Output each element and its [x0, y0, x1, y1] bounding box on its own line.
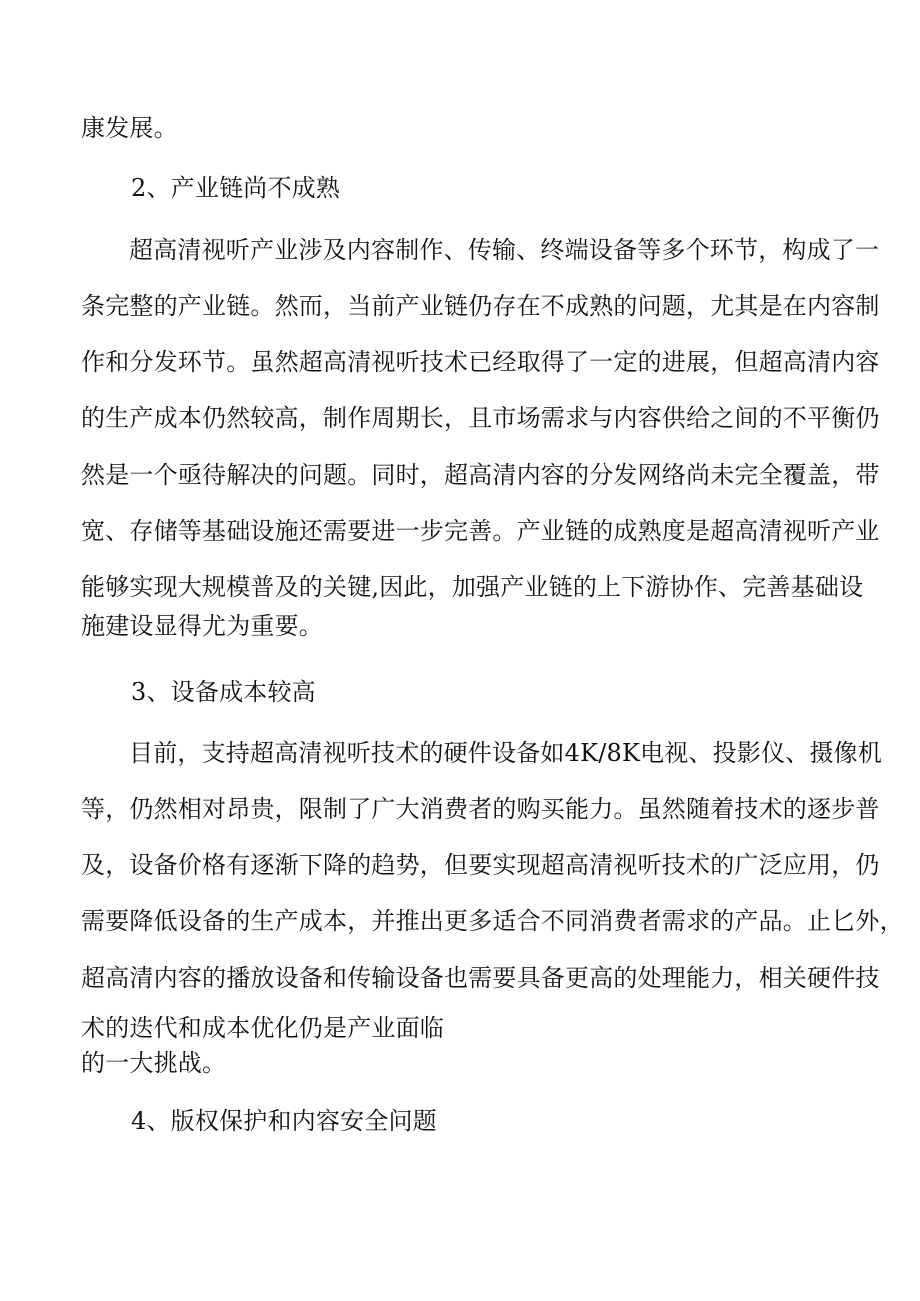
paragraph-line: 作和分发环节。虽然超高清视听技术已经取得了一定的进展，但超高清内容: [81, 348, 880, 376]
paragraph-line: 能够实现大规模普及的关键,因此，加强产业链的上下游协作、完善基础设: [81, 573, 864, 601]
paragraph-line: 宽、存储等基础设施还需要进一步完善。产业链的成熟度是超高清视听产业: [81, 517, 880, 545]
paragraph-line: 超高清视听产业涉及内容制作、传输、终端设备等多个环节，构成了一: [129, 236, 880, 264]
paragraph-line: 需要降低设备的生产成本，并推出更多适合不同消费者需求的产品。止匕外，: [81, 907, 904, 935]
paragraph-line: 的一大挑战。: [81, 1049, 227, 1077]
paragraph-line: 然是一个亟待解决的问题。同时，超高清内容的分发网络尚未完全覆盖，带: [81, 461, 880, 489]
paragraph-line: 及，设备价格有逐渐下降的趋势，但要实现超高清视听技术的广泛应用，仍: [81, 851, 880, 879]
paragraph-line: 超高清内容的播放设备和传输设备也需要具备更高的处理能力，相关硬件技: [81, 964, 880, 992]
section-heading: 4、版权保护和内容安全问题: [131, 1107, 437, 1135]
paragraph-line: 目前，支持超高清视听技术的硬件设备如4K/8K电视、投影仪、摄像机: [129, 739, 883, 767]
section-heading: 3、设备成本较高: [131, 678, 316, 706]
paragraph-line: 施建设显得尤为重要。: [81, 612, 323, 640]
paragraph-line: 的生产成本仍然较高，制作周期长，且市场需求与内容供给之间的不平衡仍: [81, 404, 880, 432]
paragraph-line: 康发展。: [81, 114, 178, 142]
paragraph-line: 条完整的产业链。然而，当前产业链仍存在不成熟的问题，尤其是在内容制: [81, 292, 880, 320]
paragraph-line: 术的迭代和成本优化仍是产业面临: [81, 1014, 444, 1042]
paragraph-line: 等，仍然相对昂贵，限制了广大消费者的购买能力。虽然随着技术的逐步普: [81, 795, 880, 823]
section-heading: 2、产业链尚不成熟: [131, 174, 341, 202]
